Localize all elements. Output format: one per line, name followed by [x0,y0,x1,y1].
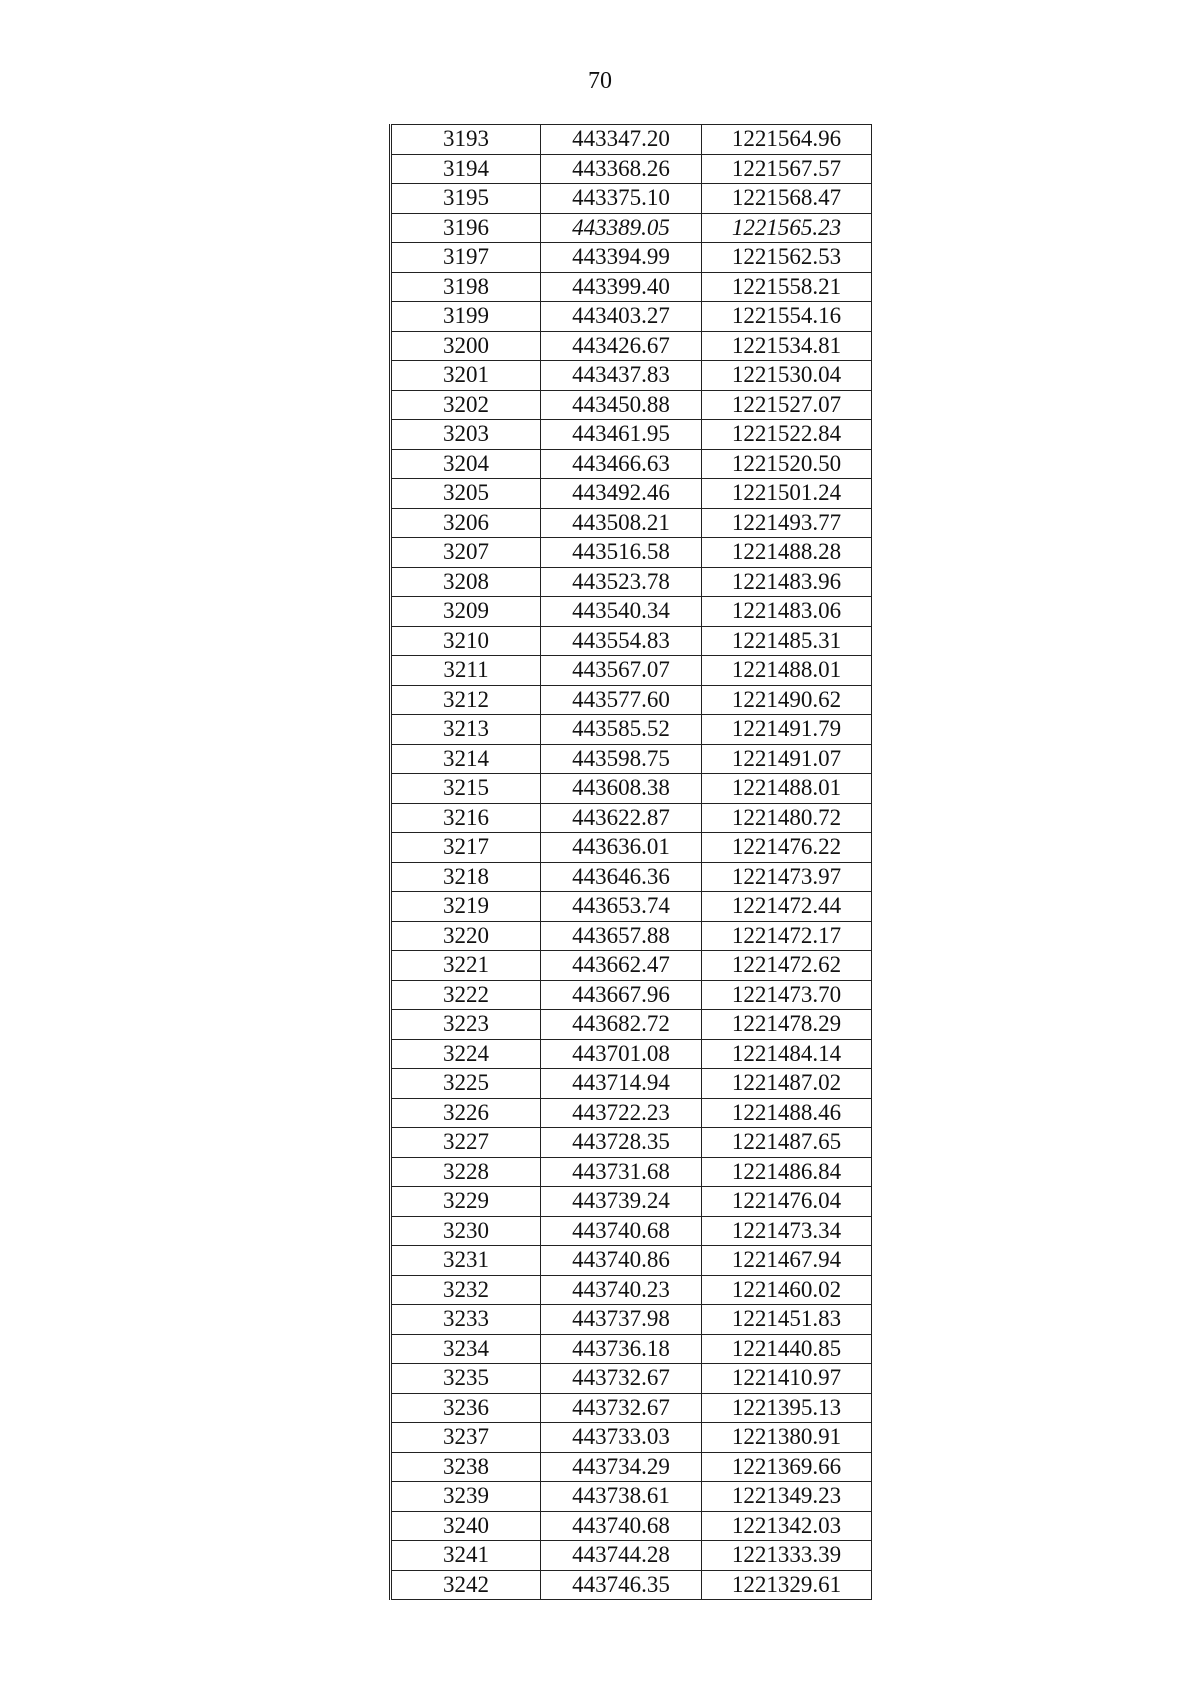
point-number-cell: 3233 [391,1305,541,1335]
point-number-cell: 3197 [391,243,541,273]
x-coordinate-cell: 443347.20 [541,125,702,155]
point-number-cell: 3218 [391,862,541,892]
x-coordinate-cell: 443682.72 [541,1010,702,1040]
table-row [391,1541,872,1571]
y-coordinate-cell: 1221349.23 [702,1482,872,1512]
y-coordinate-cell: 1221527.07 [702,390,872,420]
x-coordinate-cell: 443461.95 [541,420,702,450]
x-coordinate-cell: 443653.74 [541,892,702,922]
point-number-cell: 3228 [391,1157,541,1187]
point-number-cell: 3232 [391,1275,541,1305]
point-number-cell: 3224 [391,1039,541,1069]
x-coordinate-cell: 443733.03 [541,1423,702,1453]
point-number-cell: 3198 [391,272,541,302]
table-row [391,184,872,214]
table-row [391,803,872,833]
x-coordinate-cell: 443714.94 [541,1069,702,1099]
x-coordinate-cell: 443466.63 [541,449,702,479]
table-row [391,1187,872,1217]
x-coordinate-cell: 443740.68 [541,1216,702,1246]
x-coordinate-cell: 443437.83 [541,361,702,391]
table-row [391,626,872,656]
y-coordinate-cell: 1221490.62 [702,685,872,715]
x-coordinate-cell: 443701.08 [541,1039,702,1069]
table-row [391,862,872,892]
table-row [391,1128,872,1158]
x-coordinate-cell: 443508.21 [541,508,702,538]
y-coordinate-cell: 1221554.16 [702,302,872,332]
point-number-cell: 3240 [391,1511,541,1541]
y-coordinate-cell: 1221534.81 [702,331,872,361]
table-row [391,1246,872,1276]
y-coordinate-cell: 1221410.97 [702,1364,872,1394]
y-coordinate-cell: 1221395.13 [702,1393,872,1423]
coordinates-table [389,124,872,1600]
table-row [391,951,872,981]
x-coordinate-cell: 443662.47 [541,951,702,981]
point-number-cell: 3235 [391,1364,541,1394]
table-row [391,1010,872,1040]
point-number-cell: 3234 [391,1334,541,1364]
table-row [391,1069,872,1099]
x-coordinate-cell: 443646.36 [541,862,702,892]
y-coordinate-cell: 1221565.23 [702,213,872,243]
y-coordinate-cell: 1221480.72 [702,803,872,833]
y-coordinate-cell: 1221472.44 [702,892,872,922]
table-row [391,597,872,627]
table-row [391,154,872,184]
point-number-cell: 3214 [391,744,541,774]
table-row [391,1511,872,1541]
y-coordinate-cell: 1221485.31 [702,626,872,656]
x-coordinate-cell: 443657.88 [541,921,702,951]
page-number: 70 [588,68,612,94]
y-coordinate-cell: 1221491.79 [702,715,872,745]
point-number-cell: 3193 [391,125,541,155]
x-coordinate-cell: 443368.26 [541,154,702,184]
point-number-cell: 3237 [391,1423,541,1453]
point-number-cell: 3202 [391,390,541,420]
table-row [391,656,872,686]
table-row [391,302,872,332]
y-coordinate-cell: 1221460.02 [702,1275,872,1305]
point-number-cell: 3241 [391,1541,541,1571]
point-number-cell: 3219 [391,892,541,922]
point-number-cell: 3215 [391,774,541,804]
y-coordinate-cell: 1221522.84 [702,420,872,450]
y-coordinate-cell: 1221440.85 [702,1334,872,1364]
table-row [391,774,872,804]
table-row [391,508,872,538]
x-coordinate-cell: 443540.34 [541,597,702,627]
table-row [391,567,872,597]
y-coordinate-cell: 1221488.28 [702,538,872,568]
y-coordinate-cell: 1221451.83 [702,1305,872,1335]
y-coordinate-cell: 1221488.01 [702,774,872,804]
point-number-cell: 3231 [391,1246,541,1276]
x-coordinate-cell: 443375.10 [541,184,702,214]
y-coordinate-cell: 1221567.57 [702,154,872,184]
y-coordinate-cell: 1221473.70 [702,980,872,1010]
x-coordinate-cell: 443389.05 [541,213,702,243]
table-row [391,361,872,391]
x-coordinate-cell: 443737.98 [541,1305,702,1335]
table-row [391,1482,872,1512]
y-coordinate-cell: 1221473.34 [702,1216,872,1246]
point-number-cell: 3212 [391,685,541,715]
y-coordinate-cell: 1221329.61 [702,1570,872,1600]
table-row [391,1275,872,1305]
table-row [391,272,872,302]
point-number-cell: 3229 [391,1187,541,1217]
x-coordinate-cell: 443744.28 [541,1541,702,1571]
point-number-cell: 3236 [391,1393,541,1423]
y-coordinate-cell: 1221476.22 [702,833,872,863]
y-coordinate-cell: 1221369.66 [702,1452,872,1482]
x-coordinate-cell: 443622.87 [541,803,702,833]
point-number-cell: 3225 [391,1069,541,1099]
x-coordinate-cell: 443746.35 [541,1570,702,1600]
point-number-cell: 3242 [391,1570,541,1600]
point-number-cell: 3196 [391,213,541,243]
table-row [391,1423,872,1453]
table-row [391,1157,872,1187]
table-row [391,420,872,450]
table-row [391,390,872,420]
point-number-cell: 3223 [391,1010,541,1040]
table-row [391,1364,872,1394]
x-coordinate-cell: 443667.96 [541,980,702,1010]
x-coordinate-cell: 443722.23 [541,1098,702,1128]
point-number-cell: 3201 [391,361,541,391]
x-coordinate-cell: 443399.40 [541,272,702,302]
x-coordinate-cell: 443598.75 [541,744,702,774]
point-number-cell: 3205 [391,479,541,509]
y-coordinate-cell: 1221473.97 [702,862,872,892]
x-coordinate-cell: 443585.52 [541,715,702,745]
y-coordinate-cell: 1221483.96 [702,567,872,597]
table-row [391,125,872,155]
point-number-cell: 3209 [391,597,541,627]
table-row [391,243,872,273]
y-coordinate-cell: 1221493.77 [702,508,872,538]
table-row [391,213,872,243]
table-row [391,833,872,863]
x-coordinate-cell: 443731.68 [541,1157,702,1187]
table-row [391,892,872,922]
table-row [391,1305,872,1335]
point-number-cell: 3211 [391,656,541,686]
table-row [391,1098,872,1128]
table-row [391,1452,872,1482]
table-row [391,715,872,745]
x-coordinate-cell: 443426.67 [541,331,702,361]
point-number-cell: 3227 [391,1128,541,1158]
x-coordinate-cell: 443740.86 [541,1246,702,1276]
x-coordinate-cell: 443736.18 [541,1334,702,1364]
point-number-cell: 3238 [391,1452,541,1482]
x-coordinate-cell: 443523.78 [541,567,702,597]
table-row [391,331,872,361]
y-coordinate-cell: 1221472.62 [702,951,872,981]
y-coordinate-cell: 1221380.91 [702,1423,872,1453]
table-row [391,1393,872,1423]
x-coordinate-cell: 443608.38 [541,774,702,804]
table-row [391,479,872,509]
point-number-cell: 3200 [391,331,541,361]
point-number-cell: 3217 [391,833,541,863]
point-number-cell: 3206 [391,508,541,538]
y-coordinate-cell: 1221333.39 [702,1541,872,1571]
x-coordinate-cell: 443739.24 [541,1187,702,1217]
y-coordinate-cell: 1221568.47 [702,184,872,214]
point-number-cell: 3216 [391,803,541,833]
x-coordinate-cell: 443740.68 [541,1511,702,1541]
table-row [391,1570,872,1600]
y-coordinate-cell: 1221472.17 [702,921,872,951]
y-coordinate-cell: 1221501.24 [702,479,872,509]
x-coordinate-cell: 443394.99 [541,243,702,273]
y-coordinate-cell: 1221491.07 [702,744,872,774]
x-coordinate-cell: 443740.23 [541,1275,702,1305]
x-coordinate-cell: 443403.27 [541,302,702,332]
y-coordinate-cell: 1221484.14 [702,1039,872,1069]
point-number-cell: 3213 [391,715,541,745]
x-coordinate-cell: 443738.61 [541,1482,702,1512]
y-coordinate-cell: 1221488.46 [702,1098,872,1128]
y-coordinate-cell: 1221487.02 [702,1069,872,1099]
table-row [391,744,872,774]
table-row [391,1216,872,1246]
table-row [391,1039,872,1069]
table-row [391,980,872,1010]
y-coordinate-cell: 1221483.06 [702,597,872,627]
point-number-cell: 3195 [391,184,541,214]
y-coordinate-cell: 1221467.94 [702,1246,872,1276]
y-coordinate-cell: 1221520.50 [702,449,872,479]
point-number-cell: 3204 [391,449,541,479]
x-coordinate-cell: 443728.35 [541,1128,702,1158]
table-row [391,449,872,479]
point-number-cell: 3220 [391,921,541,951]
point-number-cell: 3210 [391,626,541,656]
x-coordinate-cell: 443732.67 [541,1393,702,1423]
table-row [391,685,872,715]
x-coordinate-cell: 443554.83 [541,626,702,656]
y-coordinate-cell: 1221476.04 [702,1187,872,1217]
y-coordinate-cell: 1221530.04 [702,361,872,391]
x-coordinate-cell: 443516.58 [541,538,702,568]
table-row [391,1334,872,1364]
point-number-cell: 3207 [391,538,541,568]
x-coordinate-cell: 443636.01 [541,833,702,863]
y-coordinate-cell: 1221564.96 [702,125,872,155]
y-coordinate-cell: 1221486.84 [702,1157,872,1187]
x-coordinate-cell: 443450.88 [541,390,702,420]
point-number-cell: 3199 [391,302,541,332]
point-number-cell: 3222 [391,980,541,1010]
y-coordinate-cell: 1221342.03 [702,1511,872,1541]
coordinates-table-body [391,125,872,1600]
y-coordinate-cell: 1221487.65 [702,1128,872,1158]
point-number-cell: 3221 [391,951,541,981]
point-number-cell: 3239 [391,1482,541,1512]
y-coordinate-cell: 1221562.53 [702,243,872,273]
x-coordinate-cell: 443732.67 [541,1364,702,1394]
x-coordinate-cell: 443492.46 [541,479,702,509]
y-coordinate-cell: 1221488.01 [702,656,872,686]
table-row [391,921,872,951]
point-number-cell: 3203 [391,420,541,450]
point-number-cell: 3208 [391,567,541,597]
point-number-cell: 3194 [391,154,541,184]
x-coordinate-cell: 443577.60 [541,685,702,715]
y-coordinate-cell: 1221558.21 [702,272,872,302]
table-row [391,538,872,568]
y-coordinate-cell: 1221478.29 [702,1010,872,1040]
x-coordinate-cell: 443734.29 [541,1452,702,1482]
x-coordinate-cell: 443567.07 [541,656,702,686]
point-number-cell: 3230 [391,1216,541,1246]
point-number-cell: 3226 [391,1098,541,1128]
